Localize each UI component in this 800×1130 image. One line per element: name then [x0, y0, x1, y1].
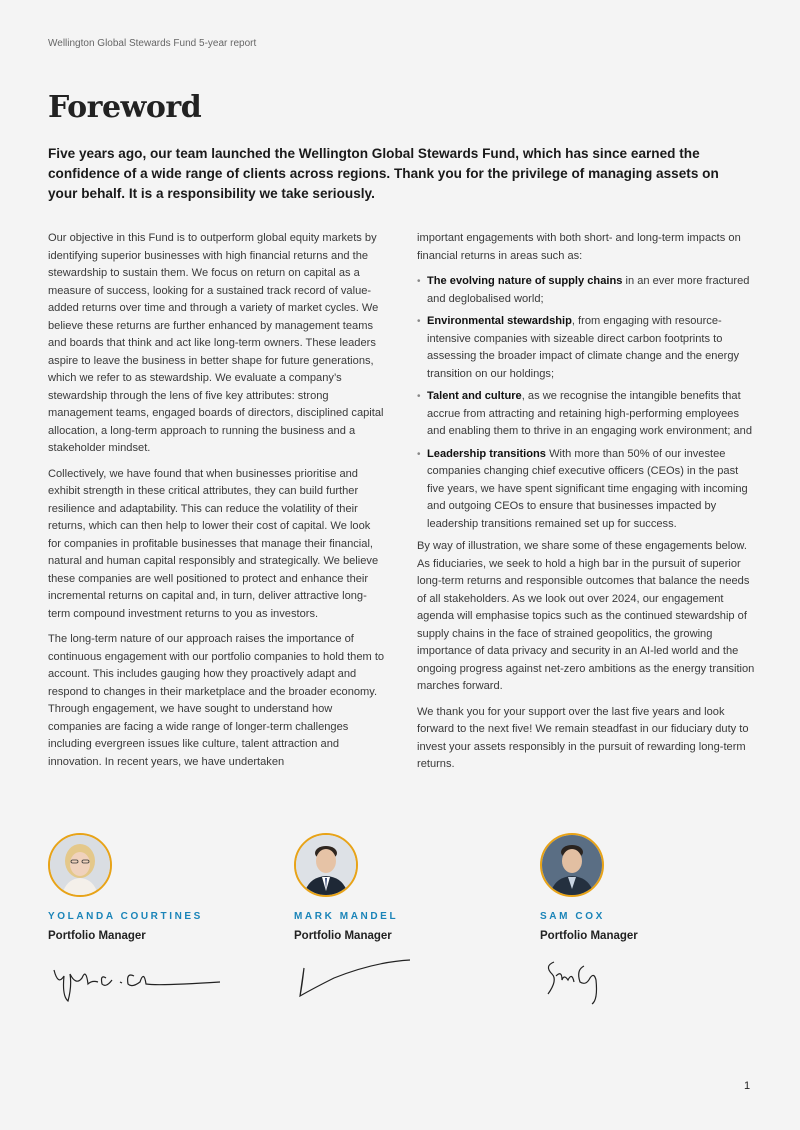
signatory-sam-cox: [540, 833, 750, 1011]
avatar: [540, 833, 604, 897]
avatar: [48, 833, 112, 897]
portrait-image: [542, 835, 602, 895]
body-paragraph: Collectively, we have found that when businesses prioritise and exhibit strength in these critical attributes, they can build further resilience and adaptability. This can reduce the volatility of their returns, which can then help to lower their cost of capital. We look for companies in profitable businesses that manage their financial, natural and human capital responsibly and strategically. We believe these companies are well positioned to protect and enhance their incremental returns on capital and, in turn, deliver attractive long-term compound investment returns to you as investors.: [48, 467, 379, 620]
signatory-mark-mandel: [294, 833, 504, 1011]
signatory-role: Portfolio Manager: [540, 930, 638, 942]
list-item-heading: Environmental stewardship: [427, 315, 572, 327]
list-item-heading: The evolving nature of supply chains: [427, 275, 623, 287]
signatory-name: SAM COX: [540, 911, 605, 922]
body-paragraph: important engagements with both short- and long-term impacts on financial returns in areas such as:: [417, 232, 741, 262]
signatory-name: MARK MANDEL: [294, 911, 399, 922]
signature-image: [540, 956, 730, 1006]
body-paragraph: We thank you for your support over the last five years and look forward to the next five! We remain steadfast in our fiduciary duty to invest your assets responsibly in the pursuit of rewarding long-term returns.: [417, 705, 749, 770]
page-title: Foreword: [48, 90, 202, 125]
signatory-role: Portfolio Manager: [48, 930, 146, 942]
list-item: [417, 313, 755, 383]
signature-image: [294, 956, 484, 1006]
list-item-text: in an ever more fractured and deglobalised world;: [427, 275, 750, 305]
avatar: [294, 833, 358, 897]
list-item-heading: Talent and culture: [427, 390, 522, 402]
signature-image: [48, 956, 238, 1006]
left-column: [48, 230, 385, 779]
right-column: [417, 230, 755, 782]
list-item-text: With more than 50% of our investee companies changing chief executive officers (CEOs) in the past five years, we have spent significant time engaging with incoming and outgoing CEOs to ensure that businesses impacted by leadership transitions remained set up for success.: [427, 447, 748, 530]
list-item-text: , as we recognise the intangible benefits that accrue from attracting and retaining high-performing employees and enabling them to thrive in an engaging work environment; and: [427, 390, 753, 437]
list-item: [417, 388, 755, 441]
portrait-image: [50, 835, 110, 895]
portrait-image: [296, 835, 356, 895]
signatory-role: Portfolio Manager: [294, 930, 392, 942]
body-paragraph: By way of illustration, we share some of these engagements below. As fiduciaries, we seek to hold a high bar in the pursuit of superior long-term returns and responsible outcomes that balance the needs of all stakeholders. As we look out over 2024, our engagement agenda will emphasise topics such as the continued stewardship of supply chains in the face of strained geopolitics, the growing importance of data privacy and security in an AI-led world and the ongoing progress against net-zero ambitions as the energy transition marches forward.: [417, 540, 755, 692]
focus-areas-list: [417, 273, 755, 533]
lede-paragraph: Five years ago, our team launched the Wellington Global Stewards Fund, which has since earned the confidence of a wide range of clients across regions. Thank you for the privilege of managing assets on your behalf. It is a responsibility we take seriously.: [48, 146, 719, 201]
page-number: 1: [744, 1080, 751, 1092]
list-item-text: , from engaging with resource-intensive companies with sizeable direct carbon footprints to assessing the broader impact of climate change and the energy transition on our holdings;: [427, 315, 740, 380]
list-item-heading: Leadership transitions: [427, 447, 546, 460]
body-paragraph: Our objective in this Fund is to outperform global equity markets by identifying superior businesses with high financial returns and the stewardship to sustain them. We focus on return on capital as a measure of success, looking for a sustained track record of value-added returns over time and through a variety of market cycles. We believe these returns are further enhanced by management teams and boards that think and act like long-term owners. These leaders aspire to leave the business in better shape for future generations, which we refer to as stewardship. We evaluate a company’s stewardship through the lens of five key attributes: strong management teams, engaged boards of directors, disciplined capital allocation, a long-term approach to running the business and a stakeholder mindset.: [48, 232, 384, 454]
signatory-name: YOLANDA COURTINES: [48, 911, 203, 922]
signatory-yolanda-courtines: [48, 833, 258, 1011]
body-paragraph: The long-term nature of our approach raises the importance of continuous engagement with our portfolio companies to hold them to account. This includes gauging how they proactively adapt and respond to changes in their marketplace and the broader economy. Through engagement, we have sought to understand how companies are facing a wide range of longer-term challenges including evergreen issues like culture, talent attraction and innovation. In recent years, we have undertaken: [48, 633, 385, 768]
list-item: [417, 273, 755, 308]
list-item: [417, 446, 755, 534]
running-header: Wellington Global Stewards Fund 5-year report: [48, 38, 257, 49]
